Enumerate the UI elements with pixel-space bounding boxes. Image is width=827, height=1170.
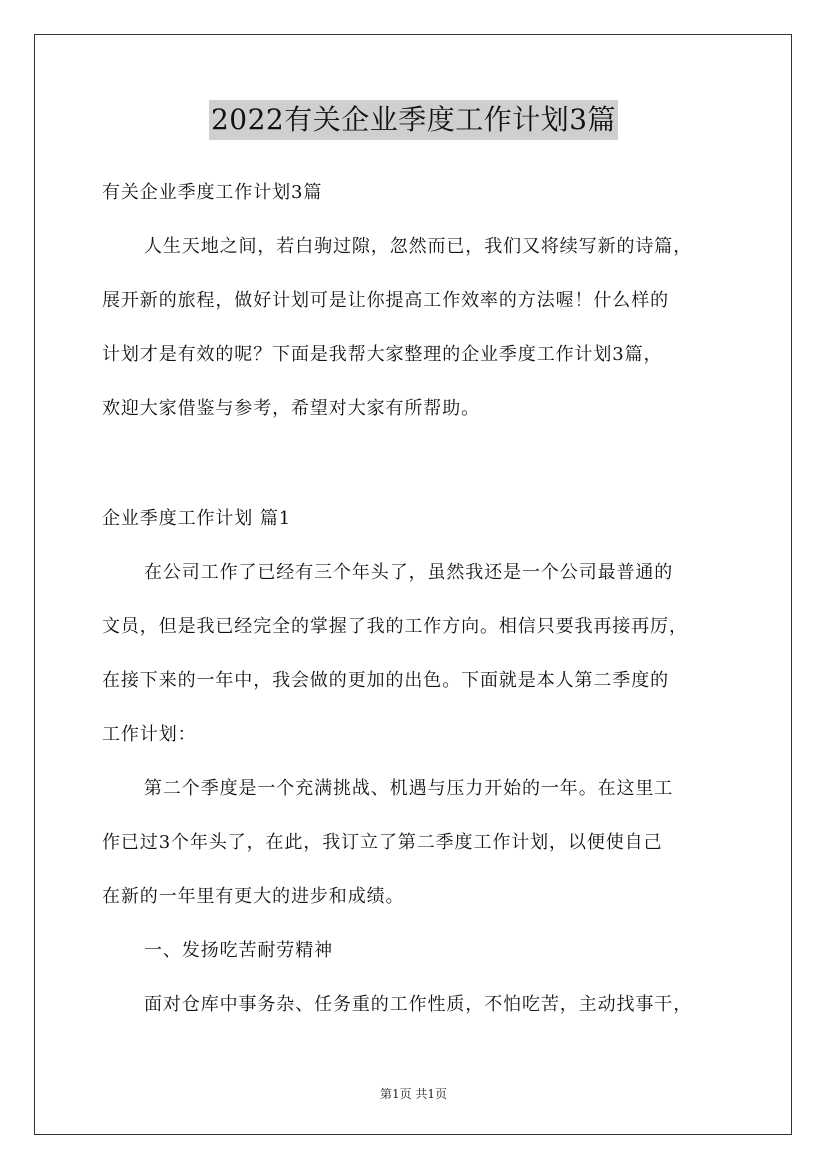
document-title: 2022有关企业季度工作计划3篇 [209, 100, 618, 140]
paragraph-line: 文员，但是我已经完全的掌握了我的工作方向。相信只要我再接再厉， [102, 616, 688, 637]
paragraph-line: 在公司工作了已经有三个年头了，虽然我还是一个公司最普通的 [144, 562, 674, 583]
paragraph-line: 作已过3个年头了，在此，我订立了第二季度工作计划，以便使自己 [102, 832, 663, 853]
paragraph-line: 第二个季度是一个充满挑战、机遇与压力开始的一年。在这里工 [144, 778, 674, 799]
item-heading: 一、发扬吃苦耐劳精神 [144, 940, 333, 961]
intro-line: 欢迎大家借鉴与参考，希望对大家有所帮助。 [102, 398, 480, 419]
section-heading: 企业季度工作计划 篇1 [102, 508, 292, 529]
intro-line: 计划才是有效的呢？下面是我帮大家整理的企业季度工作计划3篇， [102, 344, 663, 365]
title-container [0, 100, 827, 140]
paragraph-line: 面对仓库中事务杂、任务重的工作性质，不怕吃苦，主动找事干， [144, 994, 693, 1015]
paragraph-line: 在接下来的一年中，我会做的更加的出色。下面就是本人第二季度的 [102, 670, 669, 691]
paragraph-line: 在新的一年里有更大的进步和成绩。 [102, 886, 405, 907]
page-footer: 第1页 共1页 [379, 1087, 448, 1101]
intro-line: 人生天地之间，若白驹过隙，忽然而已，我们又将续写新的诗篇， [144, 236, 693, 257]
document-subtitle: 有关企业季度工作计划3篇 [102, 182, 323, 203]
paragraph-line: 工作计划： [102, 724, 197, 745]
intro-line: 展开新的旅程，做好计划可是让你提高工作效率的方法喔！什么样的 [102, 290, 669, 311]
